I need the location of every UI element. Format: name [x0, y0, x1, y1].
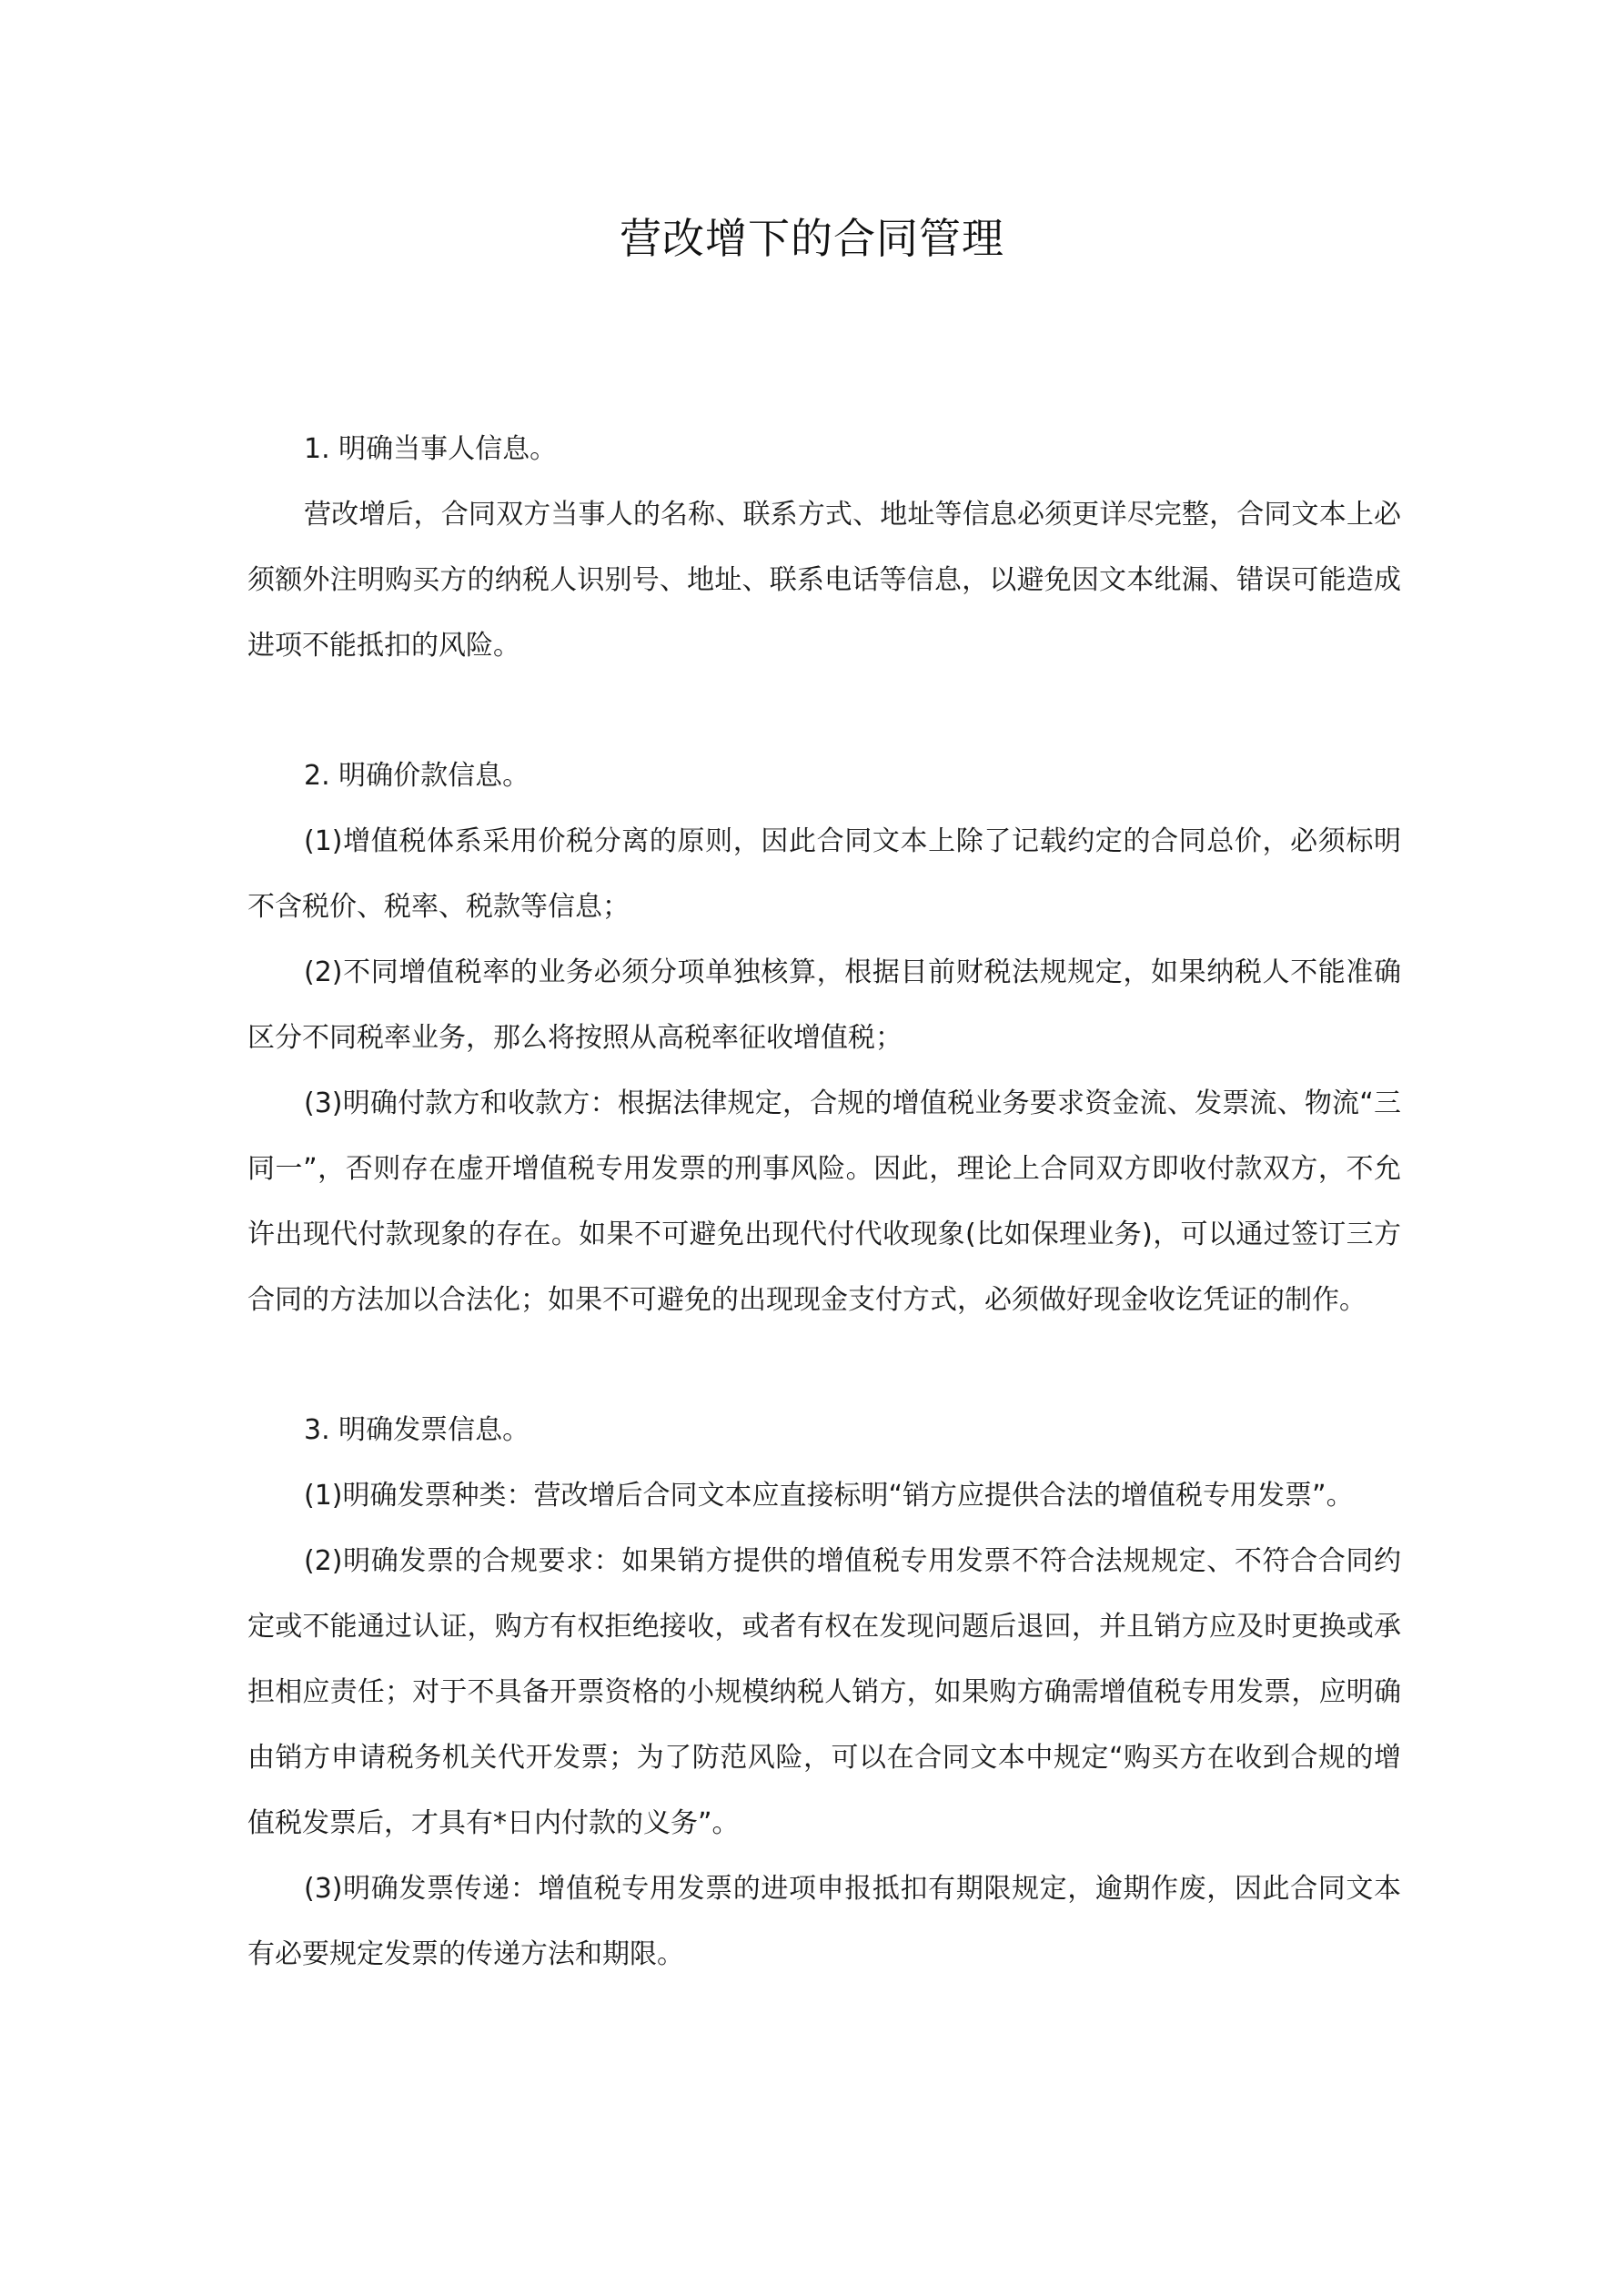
section-paragraph: (1)明确发票种类：营改增后合同文本应直接标明“销方应提供合法的增值税专用发票”。 [304, 1480, 1354, 1512]
section-paragraph: 营改增后，合同双方当事人的名称、联系方式、地址等信息必须更详尽完整，合同文本上必须额外注明购买方的纳税人识别号、地址、联系电话等信息，以避免因文本纰漏、错误可能造成进项不能抵扣的风险。 [247, 499, 1401, 662]
section-paragraph: (3)明确付款方和收款方：根据法律规定，合规的增值税业务要求资金流、发票流、物流“三同一”，否则存在虚开增值税专用发票的刑事风险。因此，理论上合同双方即收付款双方，不允许出现代付款现象的存在。如果不可避免出现代付代收现象(比如保理业务)，可以通过签订三方合同的方法加以合法化；如果不可避免的出现现金支付方式，必须做好现金收讫凭证的制作。 [247, 1087, 1401, 1316]
section-paragraph: (2)不同增值税率的业务必须分项单独核算，根据目前财税法规规定，如果纳税人不能准确区分不同税率业务，那么将按照从高税率征收增值税； [247, 956, 1401, 1054]
section-price-info [247, 743, 1401, 1333]
section-paragraph: (2)明确发票的合规要求：如果销方提供的增值税专用发票不符合法规规定、不符合合同约定或不能通过认证，购方有权拒绝接收，或者有权在发现问题后退回，并且销方应及时更换或承担相应责任；对于不具备开票资格的小规模纳税人销方，如果购方确需增值税专用发票，应明确由销方申请税务机关代开发票；为了防范风险，可以在合同文本中规定“购买方在收到合规的增值税发票后，才具有*日内付款的义务”。 [247, 1545, 1401, 1839]
section-party-info [247, 417, 1401, 679]
section-invoice-info [247, 1398, 1401, 1988]
section-heading: 1. 明确当事人信息。 [304, 433, 558, 465]
document-title: 营改增下的合同管理 [620, 214, 1004, 263]
section-paragraph: (3)明确发票传递：增值税专用发票的进项申报抵扣有期限规定，逾期作废，因此合同文本有必要规定发票的传递方法和期限。 [247, 1873, 1401, 1970]
section-heading: 3. 明确发票信息。 [304, 1414, 530, 1446]
section-heading: 2. 明确价款信息。 [304, 760, 530, 792]
document-body [247, 417, 1401, 2052]
section-paragraph: (1)增值税体系采用价税分离的原则，因此合同文本上除了记载约定的合同总价，必须标明不含税价、税率、税款等信息； [247, 825, 1401, 923]
